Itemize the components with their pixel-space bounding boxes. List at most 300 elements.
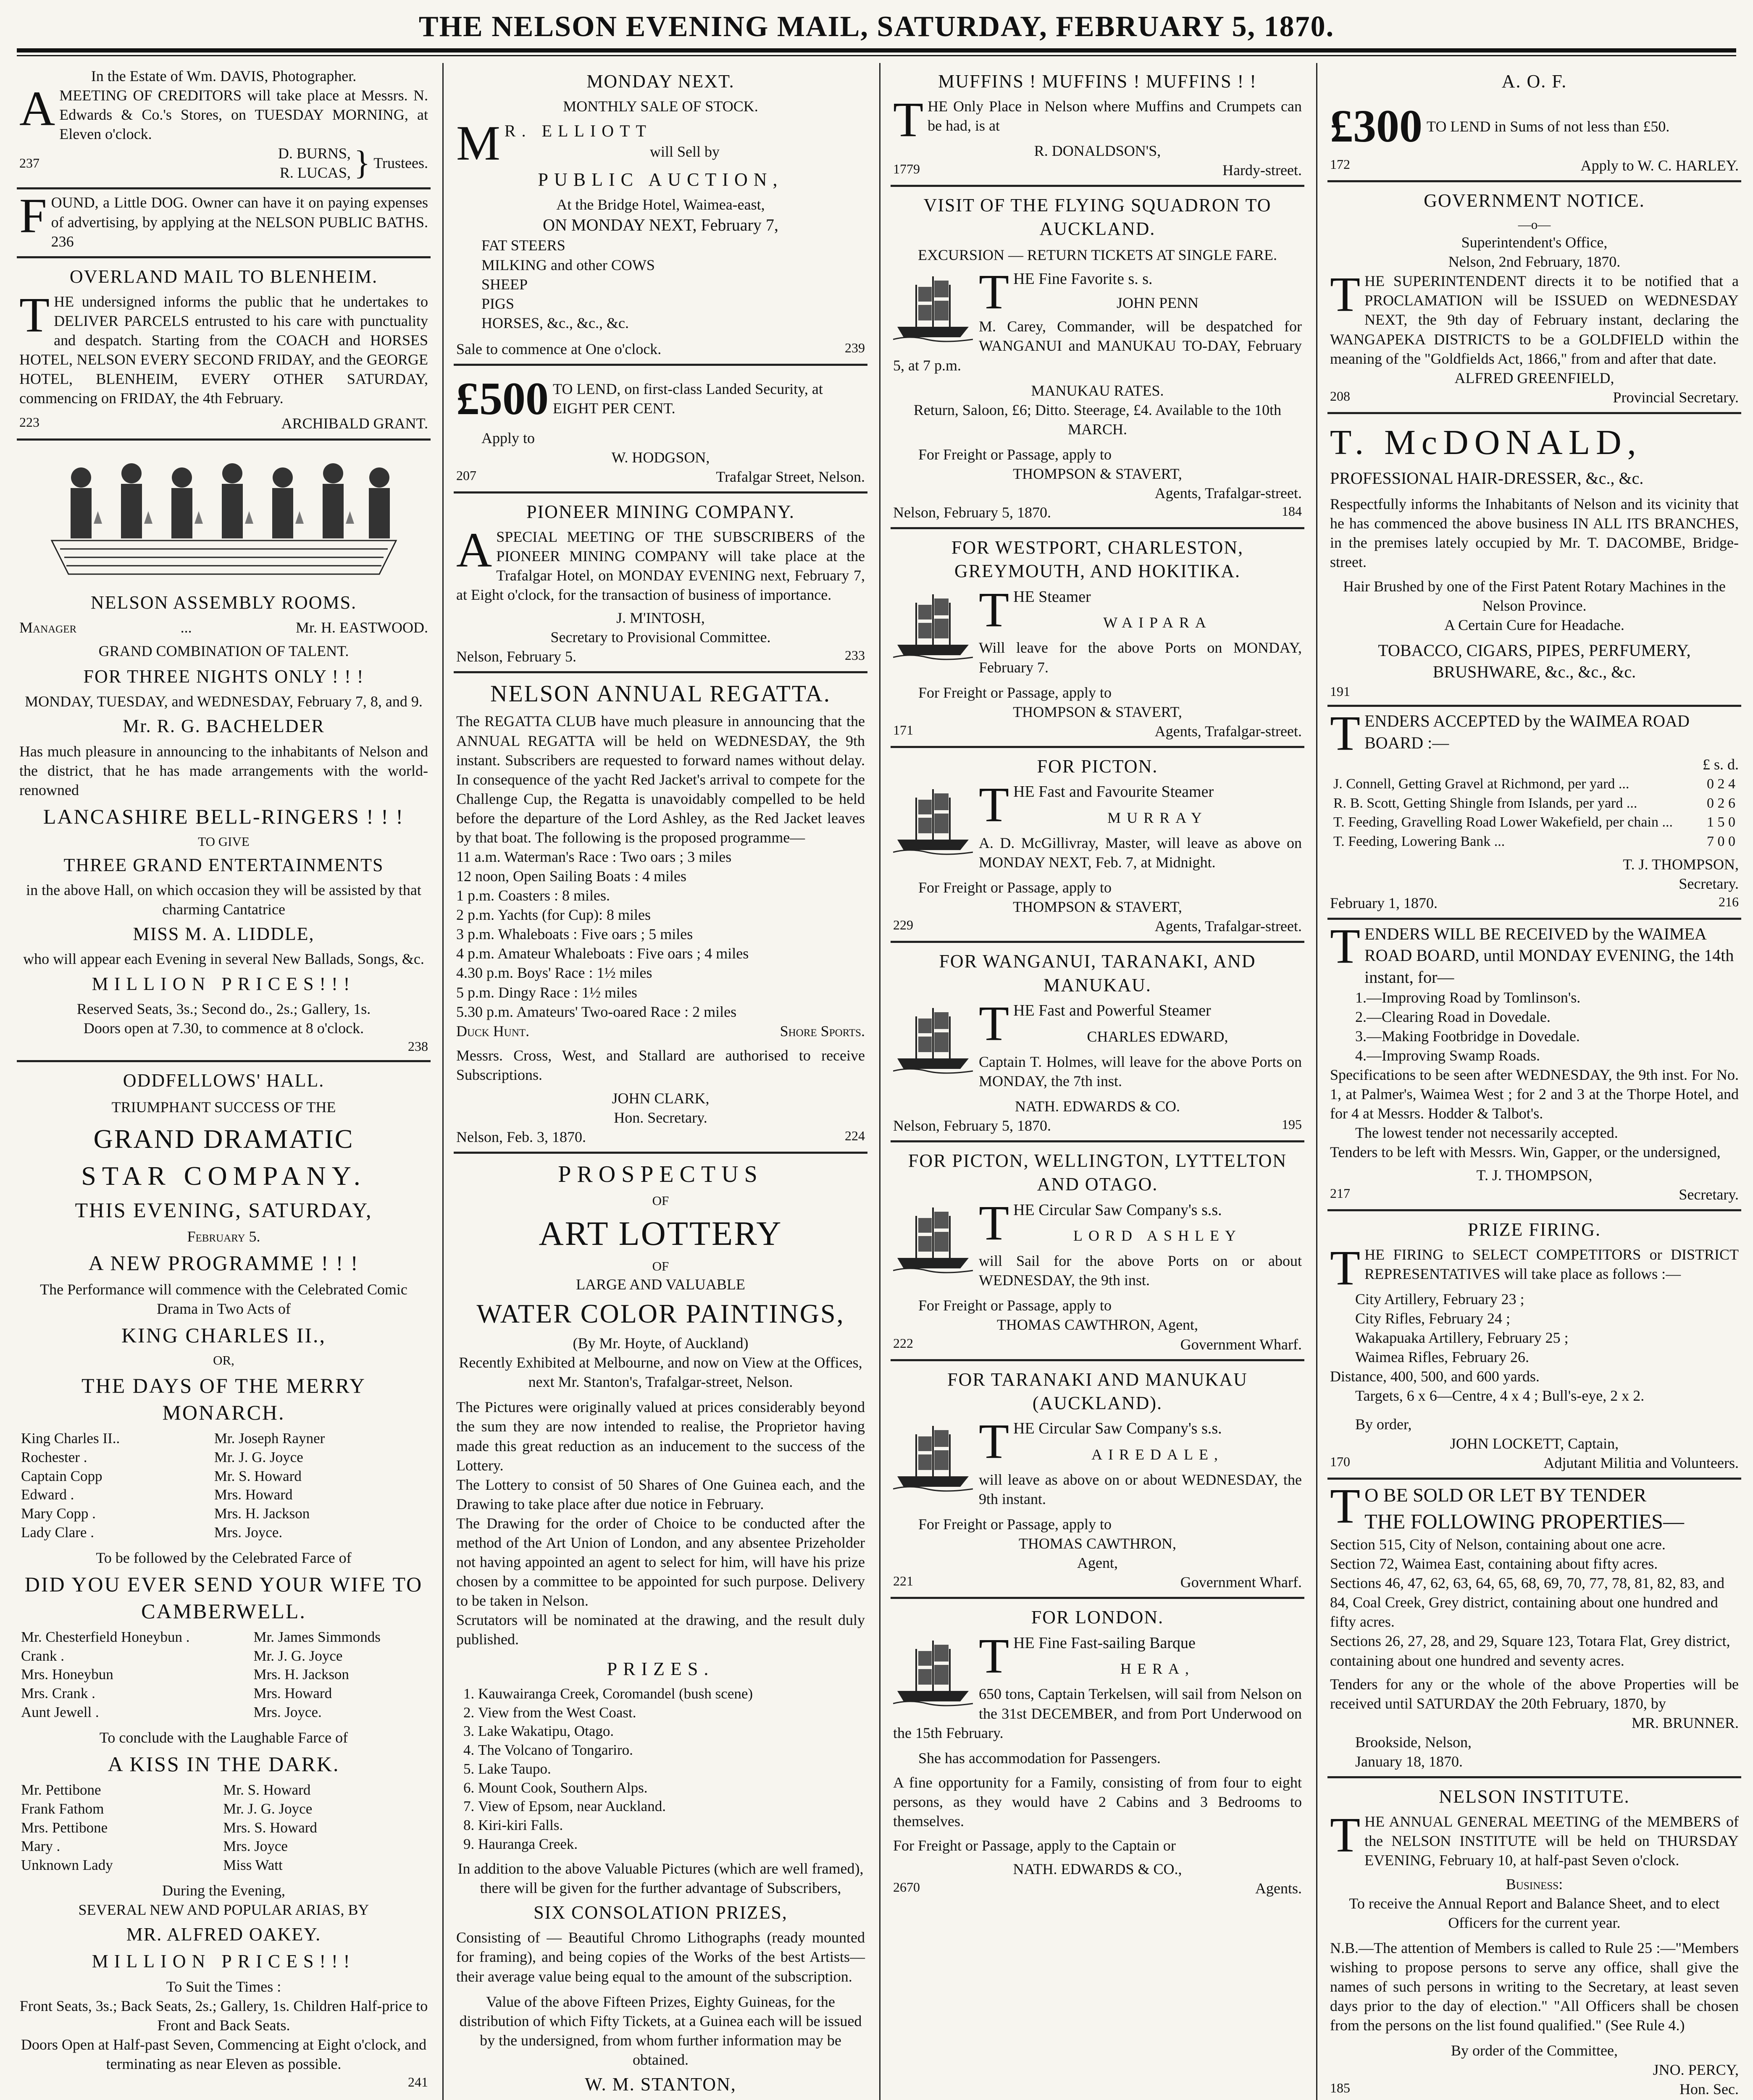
ad-taranaki bbox=[891, 1361, 1304, 1599]
ad-text: ENDERS ACCEPTED by the WAIMEA ROAD BOARD :— bbox=[1364, 711, 1690, 752]
property-item: Section 515, City of Nelson, containing about one acre. bbox=[1330, 1536, 1666, 1553]
tender-desc: J. Connell, Getting Gravel at Richmond, per yard ... bbox=[1333, 776, 1629, 792]
cast-role: Crank . bbox=[21, 1647, 65, 1664]
masthead-rule-thin bbox=[17, 55, 1736, 56]
property-item: Section 72, Waimea East, containing about fifty acres. bbox=[1330, 1555, 1658, 1572]
or-text: OR, bbox=[213, 1353, 234, 1368]
arias-text: SEVERAL NEW AND POPULAR ARIAS, BY bbox=[78, 1901, 369, 1919]
ad-prize-firing bbox=[1327, 1211, 1741, 1480]
spec-text: Specifications to be seen after WEDNESDAY, the 9th inst. For No. 1, at Palmer's, Waimea West ; for 2 and 3 at the Thorpe Hotel, and for 4 at Messrs. Hodder & Talbot's. bbox=[1330, 1066, 1739, 1122]
seat-prices: Front Seats, 3s.; Back Seats, 2s.; Gallery, 1s. Children Half-price to Front and Back Seats. bbox=[19, 1997, 428, 2034]
ship-icon bbox=[893, 590, 973, 662]
ad-found-dog bbox=[17, 189, 431, 258]
apply-text: Apply to bbox=[481, 429, 535, 446]
ad-mcdonald-hairdresser bbox=[1327, 414, 1741, 707]
cast-actor: Mrs. H. Jackson bbox=[214, 1505, 310, 1522]
ad-text: HE Only Place in Nelson where Muffins and Crumpets can be had, is at bbox=[928, 98, 1302, 134]
three-nights: FOR THREE NIGHTS ONLY ! ! ! bbox=[83, 666, 364, 687]
works-list bbox=[1330, 988, 1739, 1065]
cast-row bbox=[19, 1665, 428, 1684]
order-text: By order of the Committee, bbox=[1451, 2042, 1618, 2059]
this-evening: THIS EVENING, SATURDAY, bbox=[75, 1198, 373, 1222]
agent-name: NATH. EDWARDS & CO., bbox=[1013, 1861, 1182, 1878]
commence-row bbox=[456, 339, 865, 359]
ad-otago bbox=[891, 1142, 1304, 1361]
ad-text: OUND, a Little DOG. Owner can have it on paying expenses of advertising, by applying at the NELSON PUBLIC BATHS. 236 bbox=[51, 194, 428, 250]
cast-role: Mary . bbox=[21, 1838, 60, 1855]
cast-row bbox=[19, 1781, 428, 1800]
signer-title: Secretary. bbox=[1679, 875, 1739, 892]
column-2 bbox=[454, 63, 867, 2100]
ad-heading: GOVERNMENT NOTICE. bbox=[1424, 190, 1645, 211]
loan-row bbox=[1330, 97, 1739, 156]
consisting-text: Consisting of — Beautiful Chromo Lithographs (ready mounted for framing), and being copies of the Works of the best Artists—their average value being equal to the amount of the subscription. bbox=[456, 1929, 865, 1985]
ad-davis-estate bbox=[17, 63, 431, 189]
ship-intro-text: HE Fine Fast-sailing Barque bbox=[1013, 1634, 1196, 1652]
agent-address: Agents, Trafalgar-street. bbox=[1154, 484, 1302, 501]
loan-text: TO LEND, on first-class Landed Security, at EIGHT PER CENT. bbox=[553, 381, 823, 417]
bell-ringers-illustration bbox=[35, 448, 413, 587]
cast-role: King Charles II.. bbox=[21, 1430, 120, 1447]
ad-tenders-accepted bbox=[1327, 707, 1741, 920]
ad-body bbox=[1330, 267, 1739, 368]
title-row bbox=[1330, 1185, 1739, 1204]
ad-heading: A. O. F. bbox=[1501, 71, 1567, 92]
prize-item: 5. Lake Taupo. bbox=[478, 1760, 865, 1779]
ship-intro-text: HE Fast and Powerful Steamer bbox=[1013, 1001, 1211, 1019]
ad-number: 217 bbox=[1330, 1185, 1350, 1201]
cast-list-2 bbox=[19, 1628, 428, 1722]
drop-cap: T bbox=[979, 995, 1009, 1051]
stock-item: HORSES, &c., &c., &c. bbox=[481, 314, 629, 331]
trustee-name: R. LUCAS, bbox=[279, 164, 351, 181]
bell-ringers-title: LANCASHIRE BELL-RINGERS ! ! ! bbox=[43, 804, 405, 828]
drop-cap: T bbox=[1330, 919, 1361, 974]
trustee-names bbox=[278, 144, 351, 182]
drop-cap: T bbox=[979, 1414, 1009, 1469]
tobacco-text: TOBACCO, CIGARS, PIPES, PERFUMERY, BRUSHWARE, &c., &c., &c. bbox=[1378, 641, 1691, 682]
firing-item: Wakapuaka Artillery, February 25 ; bbox=[1355, 1329, 1569, 1346]
prize-list bbox=[478, 1685, 865, 1854]
cast-actor: Mr. J. G. Joyce bbox=[214, 1449, 303, 1465]
loan-text: TO LEND in Sums of not less than £50. bbox=[1427, 118, 1670, 135]
race-item: 2 p.m. Yachts (for Cup): 8 miles bbox=[456, 906, 651, 924]
works-item: 3.—Making Footbridge in Dovedale. bbox=[1355, 1028, 1580, 1045]
commence-text: Sale to commence at One o'clock. bbox=[456, 340, 662, 357]
ad-hodgson-loan bbox=[454, 366, 867, 494]
triumph-text: TRIUMPHANT SUCCESS OF THE bbox=[111, 1099, 336, 1116]
ad-text: ENDERS WILL BE RECEIVED by the WAIMEA ROAD BOARD, until MONDAY EVENING, the 14th instant, for— bbox=[1364, 924, 1734, 987]
ad-number: 191 bbox=[1330, 683, 1350, 699]
cast-actor: Mr. J. G. Joyce bbox=[253, 1647, 343, 1664]
signer-title: Hon. Sec. bbox=[1679, 2081, 1739, 2098]
cast-role: Mr. Chesterfield Honeybun . bbox=[21, 1628, 190, 1645]
ship-icon bbox=[893, 1203, 973, 1275]
loan-amount: £300 bbox=[1330, 100, 1422, 152]
cast-role: Captain Copp bbox=[21, 1467, 102, 1484]
announce-text: Has much pleasure in announcing to the inhabitants of Nelson and the district, that he has made arrangements with the world-renowned bbox=[19, 743, 428, 798]
grand-dramatic: GRAND DRAMATIC bbox=[93, 1124, 354, 1154]
agent-address: Agents, Trafalgar-street. bbox=[1154, 722, 1302, 740]
ship-name: CHARLES EDWARD, bbox=[1087, 1028, 1228, 1045]
address-row bbox=[456, 467, 865, 486]
prices-banner: MILLION PRICES!!! bbox=[92, 973, 356, 994]
ad-to-be-sold bbox=[1327, 1480, 1741, 1778]
loan-row bbox=[456, 369, 865, 428]
ad-oddfellows-hall bbox=[17, 1062, 431, 2096]
cast-role: Edward . bbox=[21, 1486, 74, 1503]
show-date: February 5. bbox=[187, 1228, 260, 1245]
ship-name: WAIPARA bbox=[1103, 614, 1212, 631]
ad-body: 650 tons, Captain Terkelsen, will sail from Nelson on the 31st DECEMBER, and from Port Underwood on the 15th February. bbox=[893, 1685, 1302, 1741]
prize-item: 4. The Volcano of Tongariro. bbox=[478, 1741, 865, 1760]
cast-actor: Mrs. Howard bbox=[214, 1486, 293, 1503]
drop-cap: T bbox=[19, 287, 50, 343]
opportunity-text: A fine opportunity for a Family, consisting of from four to eight persons, as they would have 2 Cabins and 3 Bedrooms to themselves. bbox=[893, 1774, 1302, 1830]
prize-item: 8. Kiri-kiri Falls. bbox=[478, 1816, 865, 1835]
tender-desc: R. B. Scott, Getting Shingle from Islands, per yard ... bbox=[1333, 795, 1637, 811]
ad-body bbox=[893, 92, 1302, 147]
ad-heading: FOR TARANAKI AND MANUKAU (AUCKLAND). bbox=[947, 1369, 1248, 1413]
order-text: By order, bbox=[1355, 1415, 1412, 1433]
signer-title: Adjutant Militia and Volunteers. bbox=[1543, 1454, 1739, 1472]
cast-row bbox=[19, 1486, 428, 1504]
date-row bbox=[893, 1116, 1302, 1135]
stock-item: FAT STEERS bbox=[481, 237, 565, 254]
auctioneer-block bbox=[456, 116, 865, 171]
notice-date: Nelson, 2nd February, 1870. bbox=[1448, 253, 1621, 270]
money-header: £ s. d. bbox=[1702, 756, 1739, 773]
prize-item: 1. Kauwairanga Creek, Coromandel (bush scene) bbox=[478, 1685, 865, 1704]
prize-item: 6. Mount Cook, Southern Alps. bbox=[478, 1779, 865, 1798]
large-valuable: LARGE AND VALUABLE bbox=[576, 1276, 745, 1293]
cast-actor: Mrs. Howard bbox=[253, 1685, 332, 1702]
signer-title: Secretary to Provisional Committee. bbox=[550, 628, 771, 646]
agent-address: Government Wharf. bbox=[1180, 1574, 1302, 1591]
stock-item: SHEEP bbox=[481, 276, 528, 293]
ad-signer: T. J. THOMPSON, bbox=[1476, 1166, 1593, 1184]
appear-text: who will appear each Evening in several New Ballads, Songs, &c. bbox=[23, 950, 424, 968]
ad-signer: JOHN CLARK, bbox=[612, 1089, 710, 1107]
ad-number: 237 bbox=[19, 155, 39, 171]
ad-number: 2670 bbox=[893, 1880, 920, 1895]
ad-signer: T. J. THOMPSON, bbox=[1623, 856, 1739, 873]
play-3-title: A KISS IN THE DARK. bbox=[108, 1752, 340, 1776]
performance-text: The Performance will commence with the Celebrated Comic Drama in Two Acts of bbox=[40, 1281, 407, 1318]
cast-row bbox=[19, 1448, 428, 1467]
prices-banner: MILLION PRICES!!! bbox=[92, 1951, 356, 1972]
ad-heading: O BE SOLD OR LET BY TENDER bbox=[1364, 1484, 1647, 1506]
cast-role: Mr. Pettibone bbox=[21, 1781, 101, 1798]
ship-name: JOHN PENN bbox=[1117, 294, 1199, 312]
performer-name: Mr. R. G. BACHELDER bbox=[123, 716, 325, 737]
hall-text: in the above Hall, on which occasion they will be assisted by that charming Cantatrice bbox=[26, 881, 421, 918]
doors-text: Doors Open at Half-past Seven, Commencing at Eight o'clock, and terminating as near Eleven as possible. bbox=[21, 2036, 427, 2073]
ship-name: LORD ASHLEY bbox=[1073, 1227, 1242, 1244]
date-row bbox=[456, 1127, 865, 1147]
ad-body bbox=[1330, 919, 1739, 988]
ad-number: 172 bbox=[1330, 157, 1350, 172]
drop-cap: T bbox=[979, 777, 1009, 832]
ad-heading: FOR PICTON, WELLINGTON, LYTTELTON AND OTAGO. bbox=[908, 1150, 1287, 1195]
exhibited-text: Recently Exhibited at Melbourne, and now on View at the Offices, next Mr. Stanton's, Trafalgar-street, Nelson. bbox=[459, 1354, 862, 1391]
drop-cap: F bbox=[19, 188, 47, 244]
ad-heading: FOR PICTON. bbox=[1037, 756, 1158, 777]
ad-nelson-institute bbox=[1327, 1778, 1741, 2100]
ship-intro-text: HE Steamer bbox=[1013, 588, 1091, 606]
freight-text: For Freight or Passage, apply to bbox=[918, 1516, 1112, 1533]
ad-body: will Sail for the above Ports on or about WEDNESDAY, the 9th inst. bbox=[979, 1252, 1302, 1289]
ad-heading: OVERLAND MAIL TO BLENHEIM. bbox=[69, 266, 378, 287]
excursion-text: EXCURSION — RETURN TICKETS AT SINGLE FARE. bbox=[917, 246, 1277, 263]
value-text: Value of the above Fifteen Prizes, Eighty Guineas, for the distribution of which Fifty Tickets, at a Guinea each will be issued by the undersigned, from whom further information may be obtained. bbox=[459, 1993, 862, 2068]
ad-number: 207 bbox=[456, 467, 476, 483]
lottery-para: Scrutators will be nominated at the drawing, and the result duly published. bbox=[456, 1612, 865, 1648]
drop-cap: T bbox=[1330, 1240, 1361, 1296]
drop-cap: T bbox=[1330, 1807, 1361, 1863]
ship-icon bbox=[893, 1422, 973, 1493]
date-row bbox=[456, 647, 865, 666]
apply-text: Apply to W. C. HARLEY. bbox=[1580, 157, 1739, 174]
ad-body bbox=[1330, 706, 1739, 761]
ad-nelson-regatta bbox=[454, 673, 867, 1154]
ad-body: M. Carey, Commander, will be despatched for WANGANUI and MANUKAU TO-DAY, February 5, at 7 p.m. bbox=[893, 318, 1302, 374]
cast-actor: Mrs. Joyce. bbox=[253, 1704, 322, 1721]
signature-row bbox=[19, 144, 428, 182]
ad-signer: W. M. STANTON, bbox=[585, 2074, 736, 2095]
column-divider bbox=[442, 63, 444, 2100]
shore-sports: Shore Sports. bbox=[780, 1022, 865, 1040]
drop-cap: T bbox=[979, 1195, 1009, 1250]
signer-title: Provincial Secretary. bbox=[1613, 388, 1739, 406]
entertainments: THREE GRAND ENTERTAINMENTS bbox=[63, 854, 384, 875]
race-item: 5 p.m. Dingy Race : 1½ miles bbox=[456, 984, 637, 1001]
place-text: Brookside, Nelson, bbox=[1355, 1733, 1472, 1751]
agent-name: NATH. EDWARDS & CO. bbox=[1014, 1097, 1180, 1115]
ad-body bbox=[1330, 1807, 1739, 1870]
masthead-title: THE NELSON EVENING MAIL, SATURDAY, FEBRUARY 5, 1870. bbox=[418, 10, 1335, 43]
drop-cap: T bbox=[979, 264, 1009, 319]
ad-body bbox=[19, 188, 428, 251]
cast-row bbox=[19, 1467, 428, 1486]
agent-title: Agent, bbox=[1077, 1554, 1118, 1572]
ad-text: HE undersigned informs the public that he undertakes to DELIVER PARCELS entrusted to his care with punctuality and despatch. Starting from the COACH and HORSES HOTEL, NELSON EVERY SECOND FRIDAY, and the GEORGE HOTEL, BLENHEIM, EVERY OTHER SATURDAY, commencing on FRIDAY, the 4th February. bbox=[19, 293, 428, 407]
art-lottery-title: ART LOTTERY bbox=[539, 1214, 783, 1252]
title-row bbox=[1330, 388, 1739, 407]
ad-heading: FOR LONDON. bbox=[1031, 1607, 1164, 1628]
cast-row bbox=[19, 1703, 428, 1722]
auctioneer-name: R. ELLIOTT bbox=[504, 121, 652, 141]
ad-number: 171 bbox=[893, 722, 913, 738]
ad-signer: JOHN LOCKETT, Captain, bbox=[1450, 1435, 1619, 1452]
firing-item: City Artillery, February 23 ; bbox=[1355, 1290, 1524, 1307]
ad-government-notice bbox=[1327, 182, 1741, 414]
cast-list-1 bbox=[19, 1429, 428, 1542]
ship-icon bbox=[893, 1004, 973, 1075]
cast-row bbox=[19, 1819, 428, 1838]
cast-row bbox=[19, 1628, 428, 1647]
cast-actor: Mr. Joseph Rayner bbox=[214, 1430, 325, 1447]
ship-icon bbox=[893, 272, 973, 344]
ad-wanganui bbox=[891, 943, 1304, 1142]
race-item: 4.30 p.m. Boys' Race : 1½ miles bbox=[456, 964, 652, 982]
agent-address: Government Wharf. bbox=[1180, 1336, 1302, 1353]
ad-signer: ARCHIBALD GRANT. bbox=[281, 415, 428, 432]
ship-intro-text: HE Circular Saw Company's s.s. bbox=[1013, 1420, 1222, 1438]
race-item: 5.30 p.m. Amateurs' Two-oared Race : 2 miles bbox=[456, 1003, 737, 1020]
ship-name: HERA, bbox=[1120, 1660, 1195, 1677]
targets-text: Targets, 6 x 6—Centre, 4 x 4 ; Bull's-eye, 2 x 2. bbox=[1355, 1387, 1645, 1404]
ad-westport bbox=[891, 529, 1304, 748]
ad-signer: ALFRED GREENFIELD, bbox=[1454, 369, 1614, 386]
oakey-name: MR. ALFRED OAKEY. bbox=[126, 1924, 321, 1945]
firing-item: City Rifles, February 24 ; bbox=[1355, 1310, 1510, 1327]
freight-text: For Freight or Passage, apply to bbox=[918, 446, 1112, 463]
tender-desc: T. Feeding, Gravelling Road Lower Wakefield, per chain ... bbox=[1333, 814, 1673, 830]
ad-heading: FOR WANGANUI, TARANAKI, AND MANUKAU. bbox=[939, 951, 1256, 995]
ad-heading: PIONEER MINING COMPANY. bbox=[526, 501, 795, 522]
ad-number: 239 bbox=[845, 340, 865, 355]
cast-role: Frank Fathom bbox=[21, 1800, 104, 1817]
tender-amount: 1 5 0 bbox=[1707, 814, 1735, 830]
public-auction: PUBLIC AUCTION, bbox=[538, 169, 783, 190]
freight-text: For Freight or Passage, apply to bbox=[918, 684, 1112, 701]
star-company: STAR COMPANY. bbox=[81, 1161, 366, 1191]
ad-number: 216 bbox=[1719, 894, 1739, 910]
trustees-label: Trustees. bbox=[373, 155, 428, 172]
property-list bbox=[1330, 1535, 1739, 1670]
column-4 bbox=[1327, 63, 1741, 2100]
followed-text: To be followed by the Celebrated Farce of bbox=[96, 1549, 352, 1566]
prize-item: 3. Lake Wakatipu, Otago. bbox=[478, 1722, 865, 1741]
ad-subheading: MONTHLY SALE OF STOCK. bbox=[563, 98, 758, 115]
ad-heading: PRIZE FIRING. bbox=[1468, 1219, 1601, 1240]
race-list bbox=[456, 847, 865, 1021]
seat-prices: Reserved Seats, 3s.; Second do., 2s.; Gallery, 1s. bbox=[76, 1000, 371, 1017]
date-row bbox=[1330, 893, 1739, 913]
vendor-name: R. DONALDSON'S, bbox=[1034, 142, 1161, 159]
ad-number: 233 bbox=[845, 647, 865, 663]
of-text: OF bbox=[652, 1259, 669, 1274]
ad-body: will leave as above on or about WEDNESDAY, the 9th instant. bbox=[979, 1471, 1302, 1508]
drop-cap: A bbox=[456, 522, 492, 578]
sell-text: will Sell by bbox=[649, 143, 720, 160]
freight-text: For Freight or Passage, apply to bbox=[918, 879, 1112, 896]
title-row bbox=[1330, 1453, 1739, 1473]
agent-name: THOMAS CAWTHRON, Agent, bbox=[996, 1316, 1198, 1334]
race-item: 12 noon, Open Sailing Boats : 4 miles bbox=[456, 868, 686, 885]
properties-title: THE FOLLOWING PROPERTIES— bbox=[1364, 1509, 1684, 1533]
agent-name: THOMAS CAWTHRON, bbox=[1018, 1535, 1177, 1552]
manager-dots: ... bbox=[180, 619, 192, 636]
ship-intro-text: HE Fast and Favourite Steamer bbox=[1013, 783, 1214, 801]
address-row bbox=[893, 1572, 1302, 1592]
property-item: Sections 46, 47, 62, 63, 64, 65, 68, 69, 70, 77, 78, 81, 82, 83, and 84, Coal Creek, Grey district, containing about one hundred and fifty acres. bbox=[1330, 1575, 1724, 1630]
accommodation-text: She has accommodation for Passengers. bbox=[918, 1749, 1161, 1767]
paintings-title: WATER COLOR PAINTINGS, bbox=[476, 1299, 845, 1329]
freight-text: For Freight or Passage, apply to bbox=[918, 1297, 1112, 1314]
ad-body: Respectfully informs the Inhabitants of Nelson and its vicinity that he has commenced the above business IN ALL ITS BRANCHES, in the premises lately occupied by Mr. T. DACOMBE, Bridge-street. bbox=[1330, 495, 1739, 570]
manager-label: Manager bbox=[19, 619, 77, 636]
ad-heading: ODDFELLOWS' HALL. bbox=[123, 1070, 325, 1091]
ad-body bbox=[19, 81, 428, 144]
cast-row bbox=[19, 1684, 428, 1703]
ad-muffins bbox=[891, 63, 1304, 187]
agent-name: THOMPSON & STAVERT, bbox=[1013, 465, 1182, 482]
to-give: TO GIVE bbox=[198, 834, 250, 849]
cast-actor: Mrs. Joyce bbox=[223, 1838, 288, 1855]
ad-date: Nelson, February 5, 1870. bbox=[893, 504, 1051, 521]
works-item: 4.—Improving Swamp Roads. bbox=[1355, 1047, 1540, 1064]
ad-number: 221 bbox=[893, 1573, 913, 1589]
ad-date: Nelson, February 5. bbox=[456, 648, 576, 665]
tender-amount: 0 2 6 bbox=[1707, 795, 1735, 811]
suit-text: To Suit the Times : bbox=[166, 1978, 281, 1995]
ad-number: 229 bbox=[893, 917, 913, 933]
office-text: Superintendent's Office, bbox=[1461, 234, 1608, 251]
sale-place: At the Bridge Hotel, Waimea-east, bbox=[556, 196, 765, 213]
cast-actor: Mr. James Simmonds bbox=[253, 1628, 381, 1645]
ad-heading: VISIT OF THE FLYING SQUADRON TO AUCKLAND. bbox=[923, 194, 1272, 239]
firing-item: Waimea Rifles, February 26. bbox=[1355, 1348, 1529, 1365]
column-divider bbox=[1316, 63, 1317, 2100]
fares-text: Return, Saloon, £6; Ditto. Steerage, £4. Available to the 10th MARCH. bbox=[913, 401, 1282, 438]
drop-cap: T bbox=[1330, 267, 1361, 322]
address-row bbox=[893, 1335, 1302, 1354]
cast-role: Lady Clare . bbox=[21, 1524, 94, 1541]
column-divider bbox=[879, 63, 880, 2100]
ad-tenders-received bbox=[1327, 920, 1741, 1211]
of-text: OF bbox=[652, 1193, 669, 1208]
apply-row bbox=[1330, 156, 1739, 175]
cast-actor: Mrs. H. Jackson bbox=[253, 1666, 349, 1683]
ad-number: 241 bbox=[408, 2074, 428, 2090]
manager-row bbox=[19, 618, 428, 637]
drop-cap: M bbox=[456, 116, 500, 171]
ad-number: 208 bbox=[1330, 388, 1350, 404]
ad-heading: NELSON ASSEMBLY ROOMS. bbox=[90, 592, 357, 613]
ad-text: HE FIRING to SELECT COMPETITORS or DISTRICT REPRESENTATIVES will take place as follows :— bbox=[1364, 1246, 1739, 1283]
brushed-text: Hair Brushed by one of the First Patent Rotary Machines in the Nelson Province. bbox=[1343, 578, 1726, 614]
conclude-text: To conclude with the Laughable Farce of bbox=[99, 1729, 348, 1746]
duck-row bbox=[456, 1021, 865, 1041]
cast-actor: Mr. J. G. Joyce bbox=[223, 1800, 313, 1817]
play-2-title: DID YOU EVER SEND YOUR WIFE TO CAMBERWELL. bbox=[24, 1572, 423, 1623]
cure-text: A Certain Cure for Headache. bbox=[1444, 617, 1624, 634]
ad-body bbox=[19, 287, 428, 408]
addition-text: In addition to the above Valuable Pictures (which are well framed), there will be given for the further advantage of Subscribers, bbox=[457, 1860, 864, 1896]
ad-number: 224 bbox=[845, 1128, 865, 1144]
ad-signer: MR. BRUNNER. bbox=[1631, 1714, 1739, 1731]
rates-heading: MANUKAU RATES. bbox=[1031, 382, 1164, 399]
ad-date: February 1, 1870. bbox=[1330, 895, 1438, 912]
ad-text: SPECIAL MEETING OF THE SUBSCRIBERS of the PIONEER MINING COMPANY will take place at the Trafalgar Hotel, on MONDAY EVENING next, February 7, at Eight o'clock, for the transaction of business of importance. bbox=[456, 528, 865, 604]
left-text: Tenders to be left with Messrs. Win, Gapper, or the undersigned, bbox=[1330, 1144, 1721, 1161]
cast-row bbox=[19, 1647, 428, 1666]
cast-actor: Mr. S. Howard bbox=[214, 1467, 302, 1484]
ad-aof-loan bbox=[1327, 63, 1741, 182]
nb-text: N.B.—The attention of Members is called to Rule 25 :—"Members wishing to propose persons to serve any office, shall give the names of such persons in writing to the Secretary, at least seven days prior to the day of election." "All Officers shall be chosen from the persons on the list found qualified." (See Rule 4.) bbox=[1330, 1939, 1739, 2034]
agent-name: THOMPSON & STAVERT, bbox=[1013, 703, 1182, 720]
agent-address: Agents, Trafalgar-street. bbox=[1154, 918, 1302, 935]
ship-name: MURRAY bbox=[1107, 809, 1208, 826]
ad-signer: J. M'INTOSH, bbox=[616, 609, 705, 626]
ad-body: The REGATTA CLUB have much pleasure in announcing that the ANNUAL REGATTA will be held on WEDNESDAY, the 9th instant. Subscribers are requested to forward names without delay. In consequence of the yacht Red Jacket's arrival to compete for the Challenge Cup, the Regatta is unavoidably compelled to be held before the departure of the Lord Ashley, as the Red Jacket leaves by that boat. The following is the proposed programme— bbox=[456, 713, 865, 846]
drop-cap: A bbox=[19, 81, 55, 136]
ad-date: Nelson, Feb. 3, 1870. bbox=[456, 1129, 586, 1146]
duck-hunt: Duck Hunt. bbox=[456, 1022, 530, 1040]
address: Hardy-street. bbox=[1222, 161, 1302, 178]
